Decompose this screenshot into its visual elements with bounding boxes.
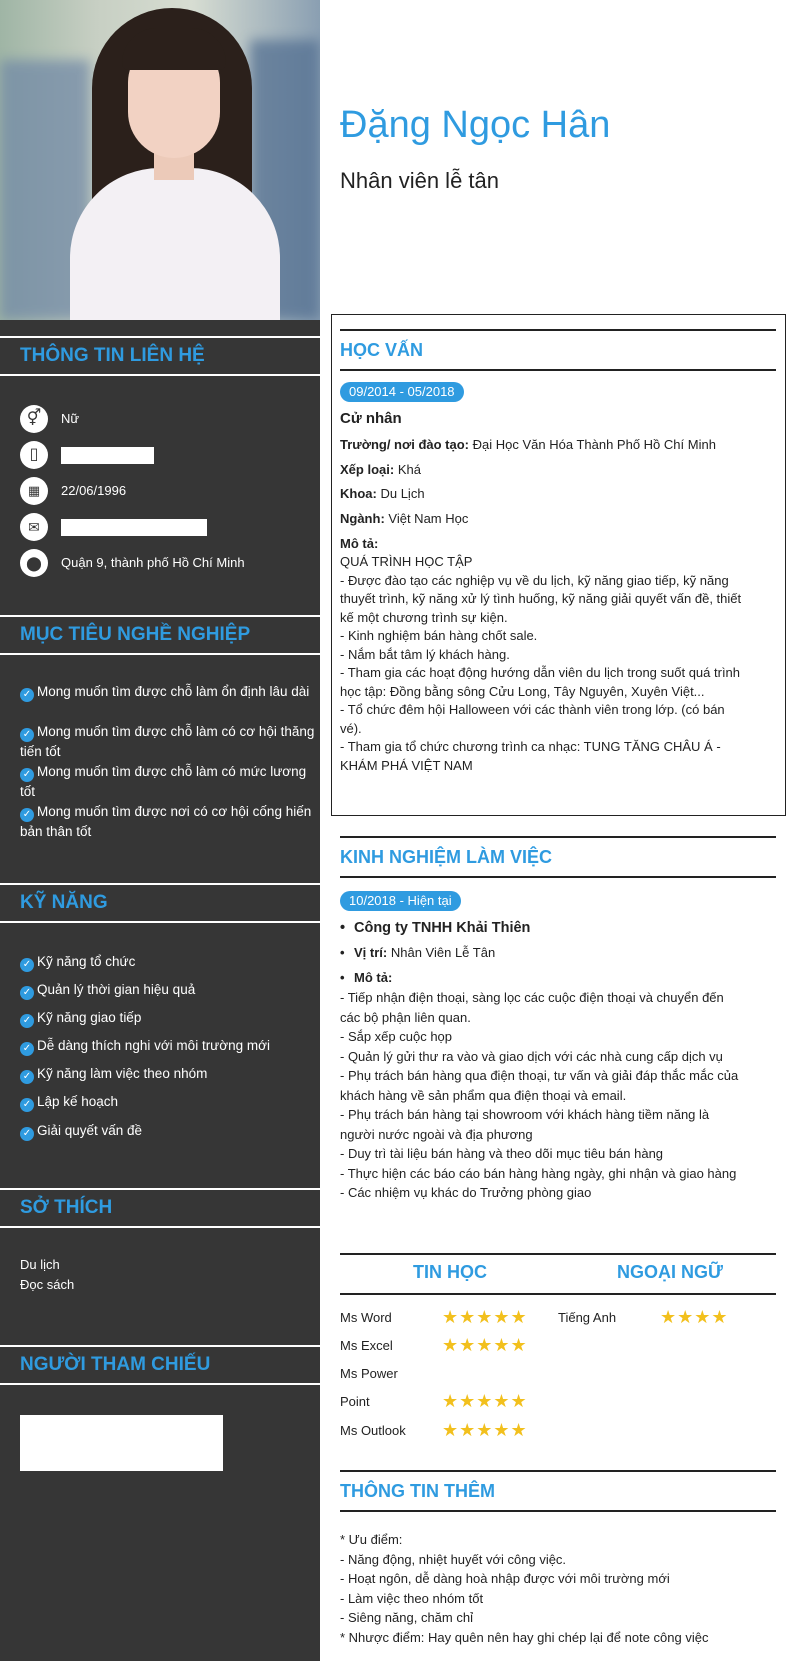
objective-item: ✓ Mong muốn tìm được chỗ làm ổn định lâu dài [20, 682, 315, 702]
contact-birthday [20, 477, 310, 507]
languages-title: NGOẠI NGỮ [617, 1262, 723, 1282]
education-description: QUÁ TRÌNH HỌC TẬP - Được đào tạo các nghiệp vụ về du lịch, kỹ năng giao tiếp, kỹ năng thuyết trình, kỹ năng xử lý tình huống, kỹ năng giải quyết vấn đề, thiết kế một chương trình sự kiện. - Kinh nghiệm bán hàng chốt sale. - Nắm bắt tâm lý khách hàng. - Tham gia các hoạt động hướng dẫn viên du lịch trong suốt quá trình học tập: Đồng bằng sông Cửu Long, Tây Nguyên, Xuyên Việt... - Tổ chức đêm hội Halloween với các thành viên trong lớp. (có bán vé). - Tham gia tổ chức chương trình ca nhạc: TUNG TĂNG CHÂU Á - KHÁM PHÁ VIỆT NAM [340, 554, 742, 773]
check-icon: ✓ [20, 1127, 34, 1141]
location-icon: ⬤ [20, 549, 48, 577]
it-skills-title: TIN HỌC [413, 1262, 487, 1282]
profile-photo [0, 0, 320, 320]
education-faculty: Khoa: Du Lịch [340, 486, 425, 501]
additional-info: * Ưu điểm: - Năng động, nhiệt huyết với công việc. - Hoạt ngôn, dễ dàng hoà nhập được với môi trường mới - Làm việc theo nhóm tốt - Siêng năng, chăm chỉ * Nhược điểm: Hay quên nên hay ghi chép lại để note công việc [340, 1532, 709, 1645]
education-period-badge: 09/2014 - 05/2018 [340, 382, 464, 402]
experience-position: • Vị trí: Nhân Viên Lễ Tân [340, 944, 780, 963]
language-stars: ★★★★ [660, 1307, 729, 1327]
it-skill-name: Ms Word [340, 1310, 392, 1325]
email-icon: ✉ [20, 513, 48, 541]
skill-item: ✓ Kỹ năng giao tiếp [20, 1008, 315, 1028]
it-skill-name: Ms Excel [340, 1338, 393, 1353]
education-section-title: HỌC VẤN [340, 329, 776, 371]
profile-job-title: Nhân viên lễ tân [340, 168, 499, 193]
contact-email [20, 513, 310, 543]
hobby-item: Du lịch [20, 1257, 60, 1272]
experience-section-title: KINH NGHIỆM LÀM VIỆC [340, 836, 776, 878]
experience-period-badge: 10/2018 - Hiện tại [340, 891, 461, 911]
check-icon: ✓ [20, 1070, 34, 1084]
language-name: Tiếng Anh [558, 1310, 617, 1325]
it-skill-stars: ★★★★★ [442, 1307, 528, 1327]
it-skill-stars: ★★★★★ [442, 1391, 528, 1411]
phone-redacted [61, 447, 154, 464]
hobby-item: Đọc sách [20, 1277, 75, 1292]
references-redacted [20, 1415, 223, 1471]
education-school: Trường/ nơi đào tạo: Đại Học Văn Hóa Thành Phố Hồ Chí Minh [340, 437, 716, 452]
it-skill-name: Ms Outlook [340, 1423, 406, 1438]
check-icon: ✓ [20, 808, 34, 822]
additional-section-title: THÔNG TIN THÊM [340, 1470, 776, 1512]
profile-name: Đặng Ngọc Hân [340, 104, 611, 146]
skill-item: ✓ Dễ dàng thích nghi với môi trường mới [20, 1036, 315, 1056]
contact-section-title: THÔNG TIN LIÊN HỆ [0, 336, 320, 376]
skills-section-title: KỸ NĂNG [0, 883, 320, 923]
skill-item: ✓ Quản lý thời gian hiệu quả [20, 980, 315, 1000]
check-icon: ✓ [20, 1098, 34, 1112]
education-desc-label: Mô tả: [340, 536, 379, 551]
email-redacted [61, 519, 207, 536]
contact-phone [20, 441, 310, 471]
phone-icon: ▯ [20, 441, 48, 469]
check-icon: ✓ [20, 958, 34, 972]
education-major: Ngành: Việt Nam Học [340, 511, 469, 526]
check-icon: ✓ [20, 986, 34, 1000]
calendar-icon: ▦ [20, 477, 48, 505]
objective-item: ✓ Mong muốn tìm được chỗ làm có cơ hội thăng tiến tốt [20, 724, 315, 759]
sidebar [0, 0, 320, 1661]
objective-item: ✓ Mong muốn tìm được chỗ làm có mức lương tốt [20, 764, 307, 799]
address-text: Quận 9, thành phố Hồ Chí Minh [61, 555, 245, 570]
skill-item: ✓ Kỹ năng tổ chức [20, 952, 315, 972]
check-icon: ✓ [20, 768, 34, 782]
contact-gender [20, 405, 310, 435]
experience-description: - Tiếp nhận điện thoại, sàng lọc các cuộc điện thoại và chuyển đến các bộ phận liên quan. - Sắp xếp cuộc họp - Quản lý gửi thư ra vào và giao dịch với các nhà cung cấp dịch vụ - Phụ trách bán hàng qua điện thoại, tư vấn và giải đáp thắc mắc của khách hàng về sản phẩm qua điện thoại và email. - Phụ trách bán hàng tại showroom với khách hàng tiềm năng là người nước ngoài và địa phương - Duy trì tài liệu bán hàng và theo dõi mục tiêu bán hàng - Thực hiện các báo cáo bán hàng hàng ngày, ghi nhận và giao hàng - Các nhiệm vụ khác do Trưởng phòng giao [340, 990, 739, 1200]
it-skill-stars: ★★★★★ [442, 1420, 528, 1440]
it-skill-name: Point [340, 1394, 370, 1409]
education-rank: Xếp loại: Khá [340, 462, 421, 477]
skill-item: ✓ Giải quyết vấn đề [20, 1121, 315, 1141]
skill-item: ✓ Kỹ năng làm việc theo nhóm [20, 1064, 315, 1084]
gender-icon: ⚥ [20, 405, 48, 433]
hobbies-section-title: SỞ THÍCH [0, 1188, 320, 1228]
check-icon: ✓ [20, 1042, 34, 1056]
references-section-title: NGƯỜI THAM CHIẾU [0, 1345, 320, 1385]
education-degree: Cử nhân [340, 410, 402, 427]
objective-item: ✓ Mong muốn tìm được nơi có cơ hội cống hiến bản thân tốt [20, 804, 312, 839]
objective-section-title: MỤC TIÊU NGHỀ NGHIỆP [0, 615, 320, 655]
contact-address [20, 549, 310, 579]
experience-company: • Công ty TNHH Khải Thiên [340, 919, 780, 938]
check-icon: ✓ [20, 688, 34, 702]
gender-text: Nữ [61, 411, 80, 426]
birthday-text: 22/06/1996 [61, 483, 127, 498]
check-icon: ✓ [20, 1014, 34, 1028]
experience-desc-label: • Mô tả: [340, 969, 780, 988]
skill-item: ✓ Lập kế hoạch [20, 1092, 315, 1112]
it-skill-stars: ★★★★★ [442, 1335, 528, 1355]
check-icon: ✓ [20, 728, 34, 742]
it-skill-name: Ms Power [340, 1366, 398, 1381]
